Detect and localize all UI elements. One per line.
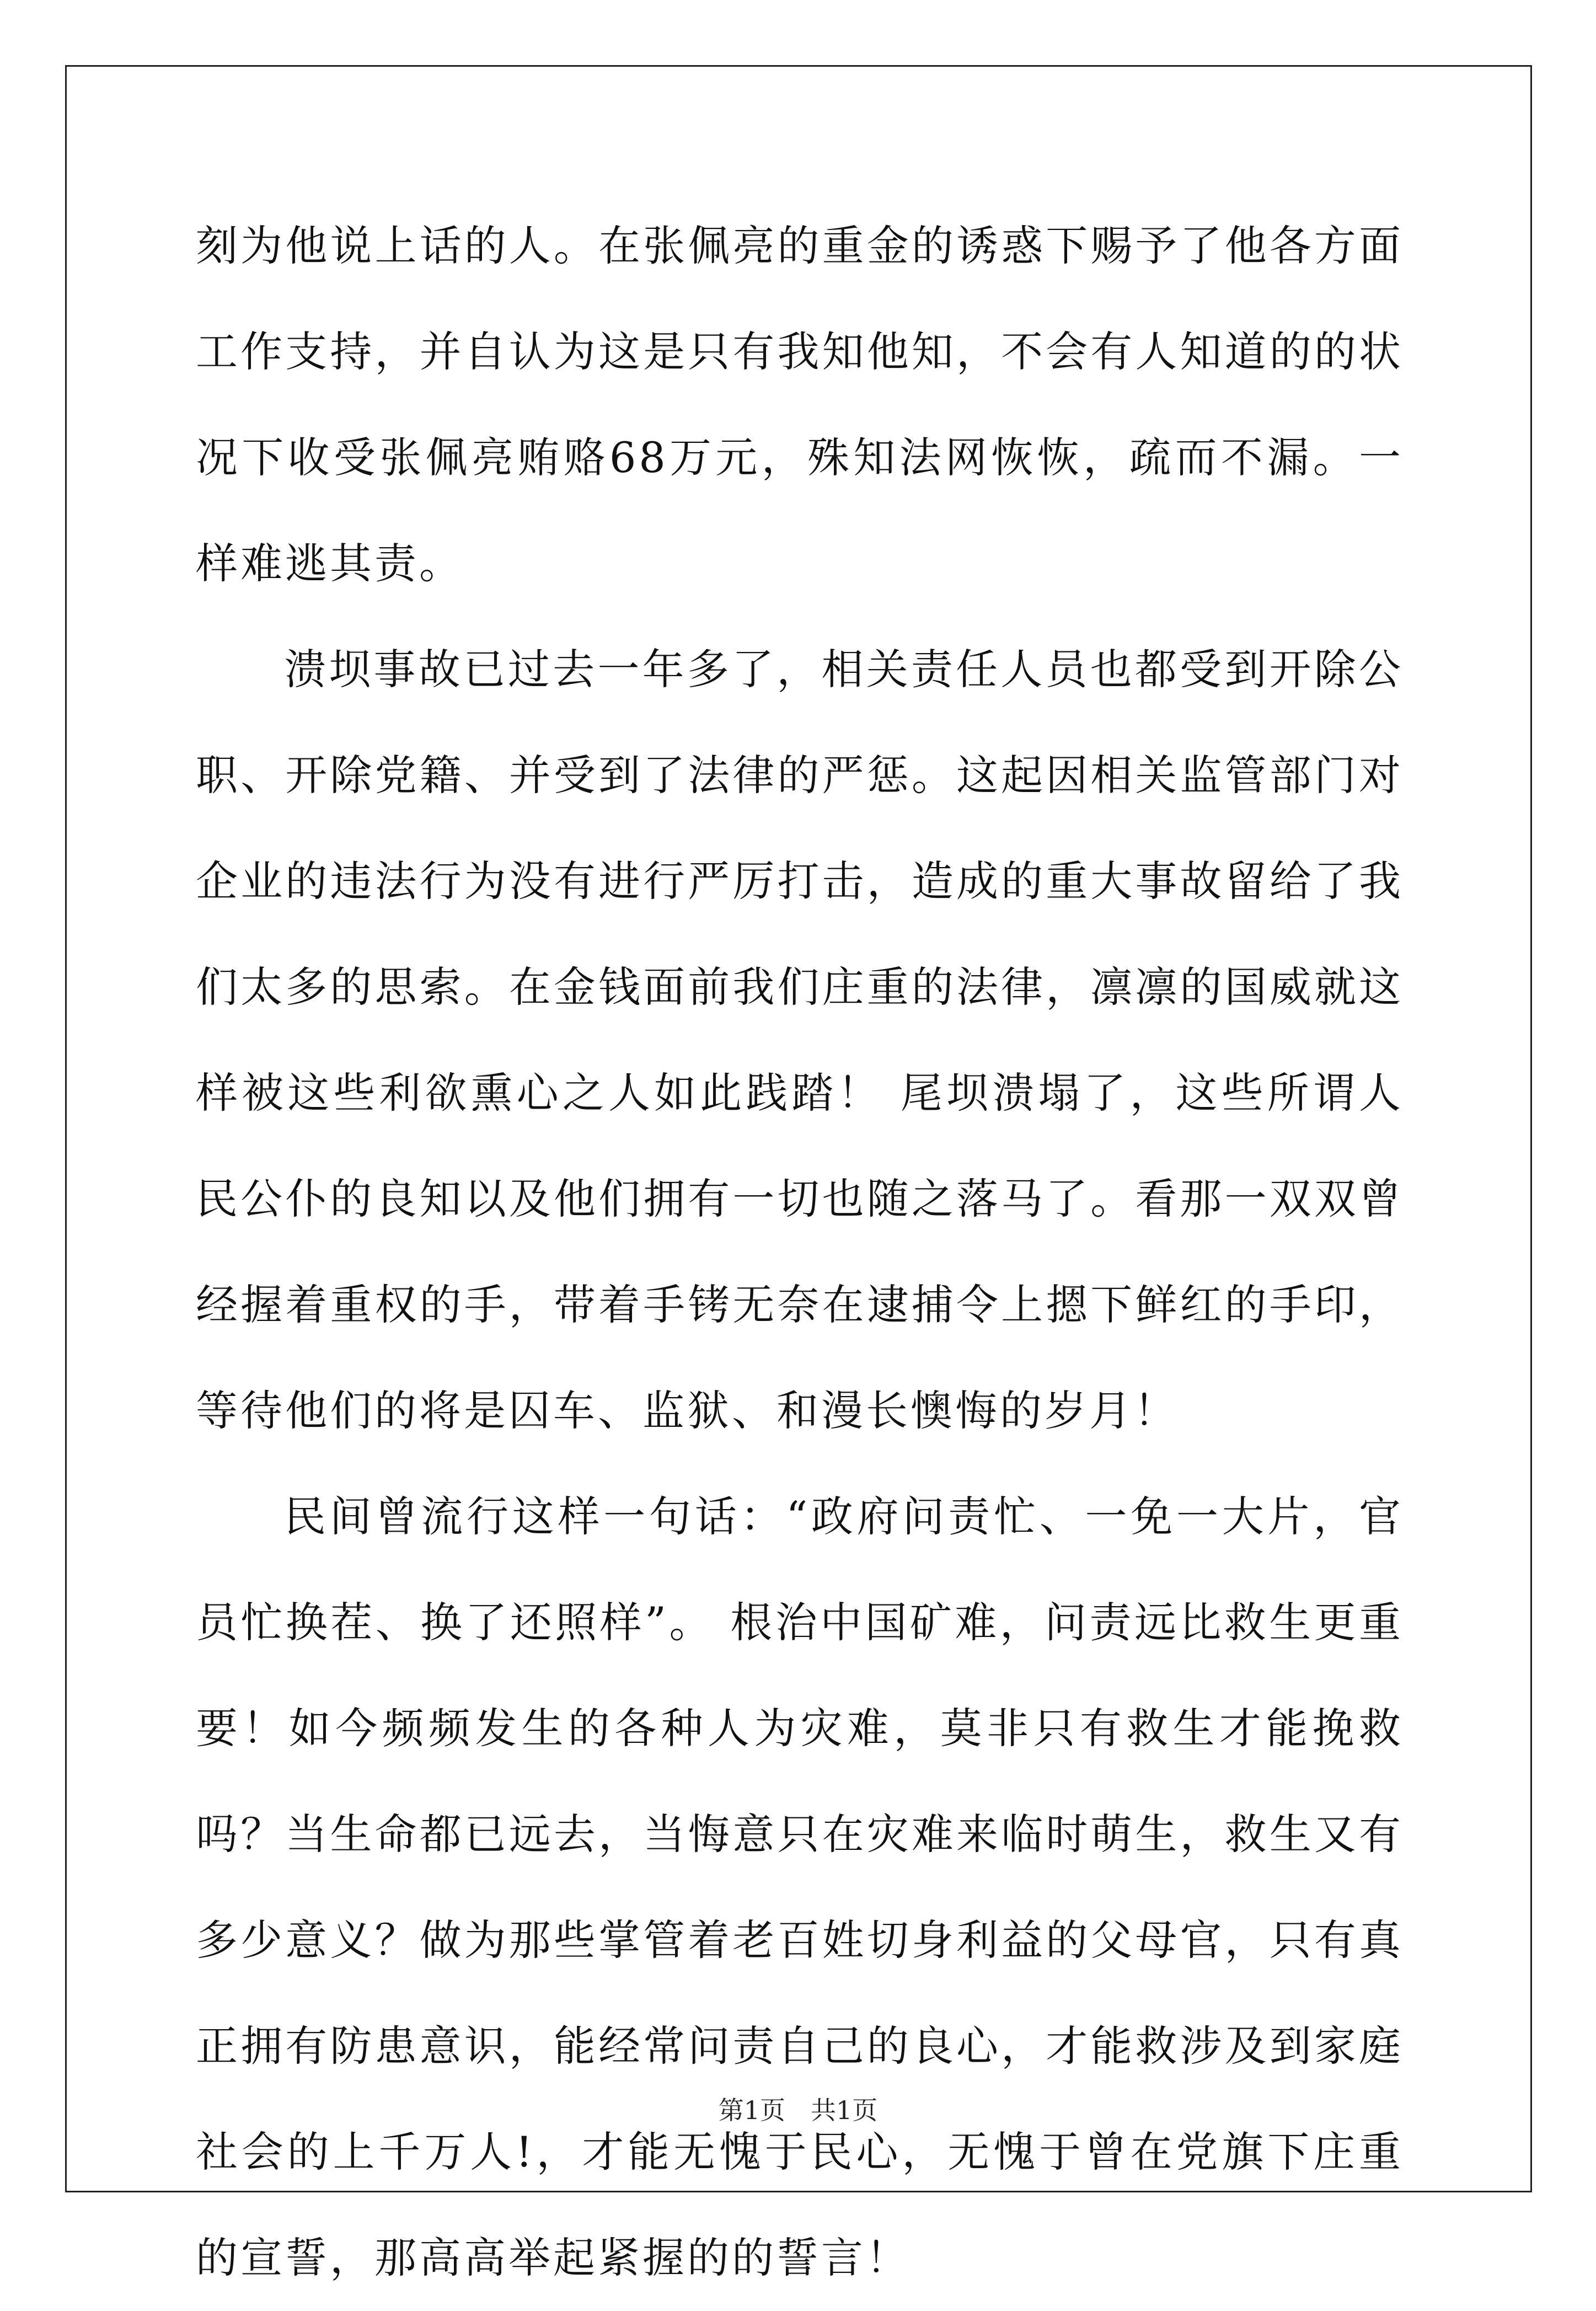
document-body: [196, 193, 1404, 2311]
paragraph-3: 民间曾流行这样一句话：“政府问责忙、一免一大片，官员忙换茬、换了还照样”。 根治中国矿难，问责远比救生更重要！如今频频发生的各种人为灾难，莫非只有救生才能挽救吗？当生命都已远去，当悔意只在灾难来临时萌生，救生又有多少意义？做为那些掌管着老百姓切身利益的父母官，只有真正拥有防患意识，能经常问责自己的良心，才能救涉及到家庭社会的上千万人!，才能无愧于民心，无愧于曾在党旗下庄重的宣誓，那高高举起紧握的的誓言！: [196, 1492, 1404, 2282]
page-footer: 第1页 共1页: [718, 2095, 878, 2125]
paragraph-1: 刻为他说上话的人。在张佩亮的重金的诱惑下赐予了他各方面工作支持，并自认为这是只有我知他知，不会有人知道的的状况下收受张佩亮贿赂68万元，殊知法网恢恢，疏而不漏。一样难逃其责。: [196, 221, 1404, 588]
paragraph-2: 溃坝事故已过去一年多了，相关责任人员也都受到开除公职、开除党籍、并受到了法律的严惩。这起因相关监管部门对企业的违法行为没有进行严厉打击，造成的重大事故留给了我们太多的思索。在金钱面前我们庄重的法律，凛凛的国威就这样被这些利欲熏心之人如此践踏！ 尾坝溃塌了，这些所谓人民公仆的良知以及他们拥有一切也随之落马了。看那一双双曾经握着重权的手，带着手铐无奈在逮捕令上摁下鲜红的手印，等待他们的将是囚车、监狱、和漫长懊悔的岁月！: [196, 645, 1404, 1435]
